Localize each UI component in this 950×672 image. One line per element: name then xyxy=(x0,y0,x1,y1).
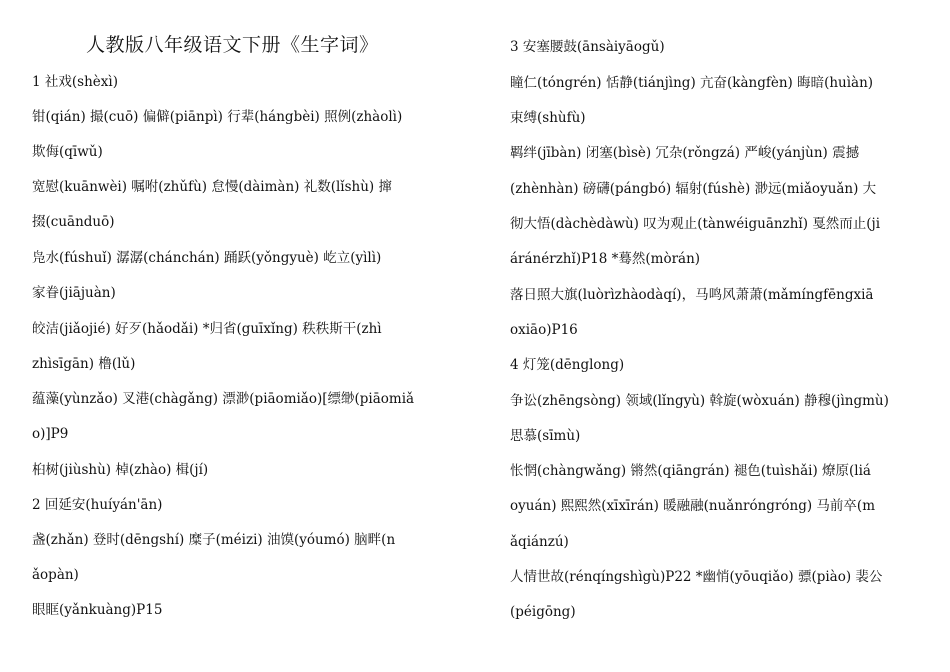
vocab-line: 羁绊(jībàn) 闭塞(bìsè) 冗杂(rǒngzá) 严峻(yánjùn) 震撼 xyxy=(510,145,860,161)
vocab-line: 彻大悟(dàchèdàwù) 叹为观止(tànwéiguānzhǐ) 戛然而止(ji xyxy=(510,216,881,232)
vocab-line: 怅惘(chàngwǎng) 锵然(qiāngrán) 褪色(tuìshǎi) 燎原(liá xyxy=(510,463,871,479)
vocab-line: 宽慰(kuānwèi) 嘱咐(zhǔfù) 怠慢(dàimàn) 礼数(lǐshù) 撺 xyxy=(32,179,392,195)
vocab-line: áránérzhǐ)P18 *蓦然(mòrán) xyxy=(510,251,701,267)
vocab-line: (péigōng) xyxy=(510,604,576,620)
vocab-line: ǎqiánzú) xyxy=(510,534,569,550)
vocab-line: 欺侮(qīwǔ) xyxy=(32,144,103,160)
vocab-line: 家眷(jiājuàn) xyxy=(32,285,116,301)
vocab-line: 掇(cuānduō) xyxy=(32,214,115,230)
vocab-line: 盏(zhǎn) 登时(dēngshí) 糜子(méizi) 油馍(yóumó) 脑畔(n xyxy=(32,532,396,548)
vocab-line: (zhènhàn) 磅礴(pángbó) 辐射(fúshè) 渺远(miǎoyuǎn) 大 xyxy=(510,181,877,197)
section-heading-4: 4 灯笼(dēnglong) xyxy=(510,357,625,373)
vocab-line: 落日照大旗(luòrìzhàodàqí)，马鸣风萧萧(mǎmíngfēngxiā xyxy=(510,287,874,303)
vocab-line: ǎopàn) xyxy=(32,567,79,583)
page-title: 人教版八年级语文下册《生字词》 xyxy=(86,34,379,56)
vocab-line: 人情世故(rénqíngshìgù)P22 *幽悄(yōuqiǎo) 骠(piào) 裴公 xyxy=(510,569,883,585)
vocab-line: 钳(qián) 撮(cuō) 偏僻(piānpì) 行辈(hángbèi) 照例(zhàolì) xyxy=(32,109,403,125)
vocab-line: 凫水(fúshuǐ) 潺潺(chánchán) 踊跃(yǒngyuè) 屹立(yìlì) xyxy=(32,250,382,266)
vocab-line: 桕树(jiùshù) 棹(zhào) 楫(jí) xyxy=(32,462,209,478)
vocab-line: 争讼(zhēngsòng) 领域(lǐngyù) 斡旋(wòxuán) 静穆(jìngmù) xyxy=(510,393,889,409)
vocab-line: o)]P9 xyxy=(32,426,69,442)
vocab-line: 瞳仁(tóngrén) 恬静(tiánjìng) 亢奋(kàngfèn) 晦暗(huìàn) xyxy=(510,75,874,91)
section-heading-1: 1 社戏(shèxì) xyxy=(32,74,118,90)
vocab-line: 眼眶(yǎnkuàng)P15 xyxy=(32,602,163,618)
vocab-line: 蕴藻(yùnzǎo) 叉港(chàgǎng) 漂渺(piāomiǎo)[缥缈(piāomiǎ xyxy=(32,391,415,407)
section-heading-3: 3 安塞腰鼓(ānsàiyāogǔ) xyxy=(510,39,665,55)
vocab-line: oxiāo)P16 xyxy=(510,322,578,338)
vocab-line: zhìsīgān) 橹(lǔ) xyxy=(32,356,136,372)
vocab-line: 思慕(sīmù) xyxy=(510,428,581,444)
vocab-line: 皎洁(jiǎojié) 好歹(hǎodǎi) *归省(guīxǐng) 秩秩斯干(zhì xyxy=(32,321,382,337)
section-heading-2: 2 回延安(huíyán'ān) xyxy=(32,497,163,513)
vocab-line: 束缚(shùfù) xyxy=(510,110,586,126)
vocab-line: oyuán) 熙熙然(xīxīrán) 暖融融(nuǎnróngróng) 马前卒(m xyxy=(510,498,875,514)
